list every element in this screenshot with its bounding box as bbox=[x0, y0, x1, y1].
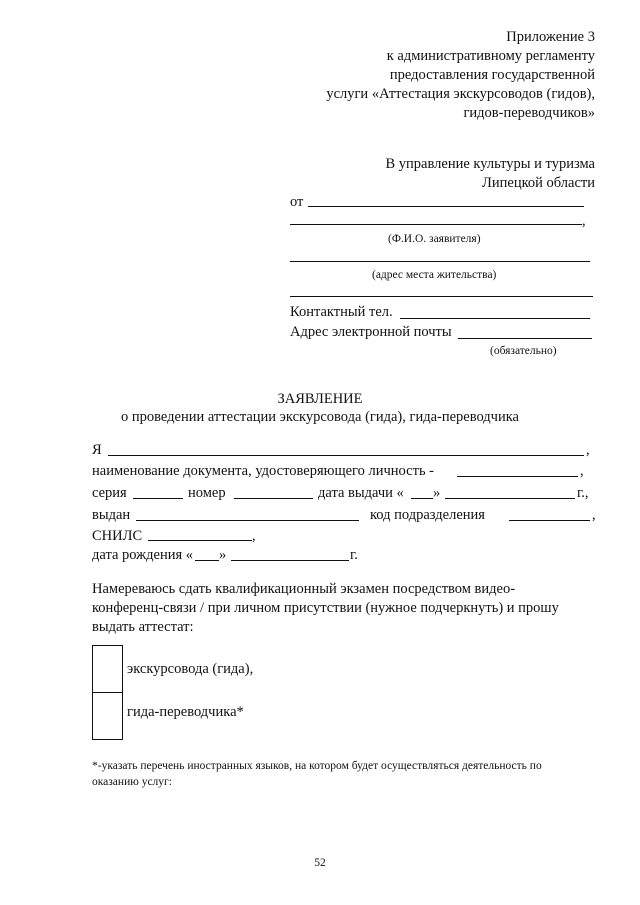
birth-date-label: дата рождения « bbox=[92, 547, 194, 563]
page-number: 52 bbox=[314, 857, 326, 869]
snils-field[interactable] bbox=[148, 540, 252, 541]
appendix-line-4: услуги «Аттестация экскурсоводов (гидов), bbox=[326, 86, 595, 102]
number-field[interactable] bbox=[234, 498, 313, 499]
email-note: (обязательно) bbox=[490, 345, 557, 357]
addressee-line-2: Липецкой области bbox=[482, 175, 595, 191]
document-title: ЗАЯВЛЕНИЕ bbox=[277, 391, 363, 407]
address-caption: (адрес места жительства) bbox=[372, 269, 497, 281]
footnote-line-1: *-указать перечень иностранных языков, на котором будет осуществляться деятельность по bbox=[92, 760, 542, 772]
fio-caption: (Ф.И.О. заявителя) bbox=[388, 233, 481, 245]
from-comma: , bbox=[582, 213, 586, 229]
phone-label: Контактный тел. bbox=[290, 304, 393, 320]
division-comma: , bbox=[592, 507, 596, 523]
birth-month-field[interactable] bbox=[231, 560, 349, 561]
option-guide-label: экскурсовода (гида), bbox=[127, 661, 254, 677]
address-line-1[interactable] bbox=[290, 261, 590, 262]
snils-label: СНИЛС bbox=[92, 528, 143, 544]
option-guide-checkbox[interactable] bbox=[92, 645, 123, 693]
series-field[interactable] bbox=[133, 498, 183, 499]
from-fio-line-1[interactable] bbox=[308, 206, 584, 207]
id-document-comma: , bbox=[580, 463, 584, 479]
issue-date-label: дата выдачи « bbox=[318, 485, 404, 501]
i-label: Я bbox=[92, 442, 102, 458]
division-code-label: код подразделения bbox=[370, 507, 485, 523]
option-interpreter-label: гида-переводчика* bbox=[127, 704, 244, 720]
intent-line-3: выдать аттестат: bbox=[92, 619, 194, 635]
issue-month-field[interactable] bbox=[445, 498, 575, 499]
issue-day-field[interactable] bbox=[411, 498, 433, 499]
issued-by-field[interactable] bbox=[136, 520, 359, 521]
issue-date-mid: » bbox=[433, 485, 441, 501]
appendix-line-5: гидов-переводчиков» bbox=[463, 105, 595, 121]
id-document-label: наименование документа, удостоверяющего личность - bbox=[92, 463, 435, 479]
addressee-line-1: В управление культуры и туризма bbox=[385, 156, 595, 172]
birth-date-mid: » bbox=[219, 547, 227, 563]
id-document-field[interactable] bbox=[457, 476, 578, 477]
intent-line-1: Намереваюсь сдать квалификационный экзамен посредством видео- bbox=[92, 581, 516, 597]
email-label: Адрес электронной почты bbox=[290, 324, 452, 340]
document-subtitle: о проведении аттестации экскурсовода (гида), гида-переводчика bbox=[121, 409, 519, 425]
applicant-name-field[interactable] bbox=[108, 455, 584, 456]
phone-field[interactable] bbox=[400, 318, 590, 319]
birth-day-field[interactable] bbox=[195, 560, 219, 561]
birth-date-year: г. bbox=[350, 547, 358, 563]
appendix-line-3: предоставления государственной bbox=[389, 67, 595, 83]
i-comma: , bbox=[586, 442, 590, 458]
option-interpreter-checkbox[interactable] bbox=[92, 692, 123, 740]
snils-comma: , bbox=[252, 528, 256, 544]
from-label: от bbox=[290, 194, 304, 210]
series-label: серия bbox=[92, 485, 127, 501]
address-line-2[interactable] bbox=[290, 296, 593, 297]
division-code-field[interactable] bbox=[509, 520, 590, 521]
number-label: номер bbox=[188, 485, 226, 501]
issued-by-label: выдан bbox=[92, 507, 131, 523]
email-field[interactable] bbox=[458, 338, 592, 339]
appendix-line-2: к административному регламенту bbox=[386, 48, 595, 64]
intent-line-2: конференц-связи / при личном присутствии (нужное подчеркнуть) и прошу bbox=[92, 600, 559, 616]
footnote-line-2: оказанию услуг: bbox=[92, 776, 172, 788]
from-fio-line-2[interactable] bbox=[290, 224, 582, 225]
appendix-line-1: Приложение 3 bbox=[506, 29, 595, 45]
issue-date-year: г., bbox=[577, 485, 589, 501]
